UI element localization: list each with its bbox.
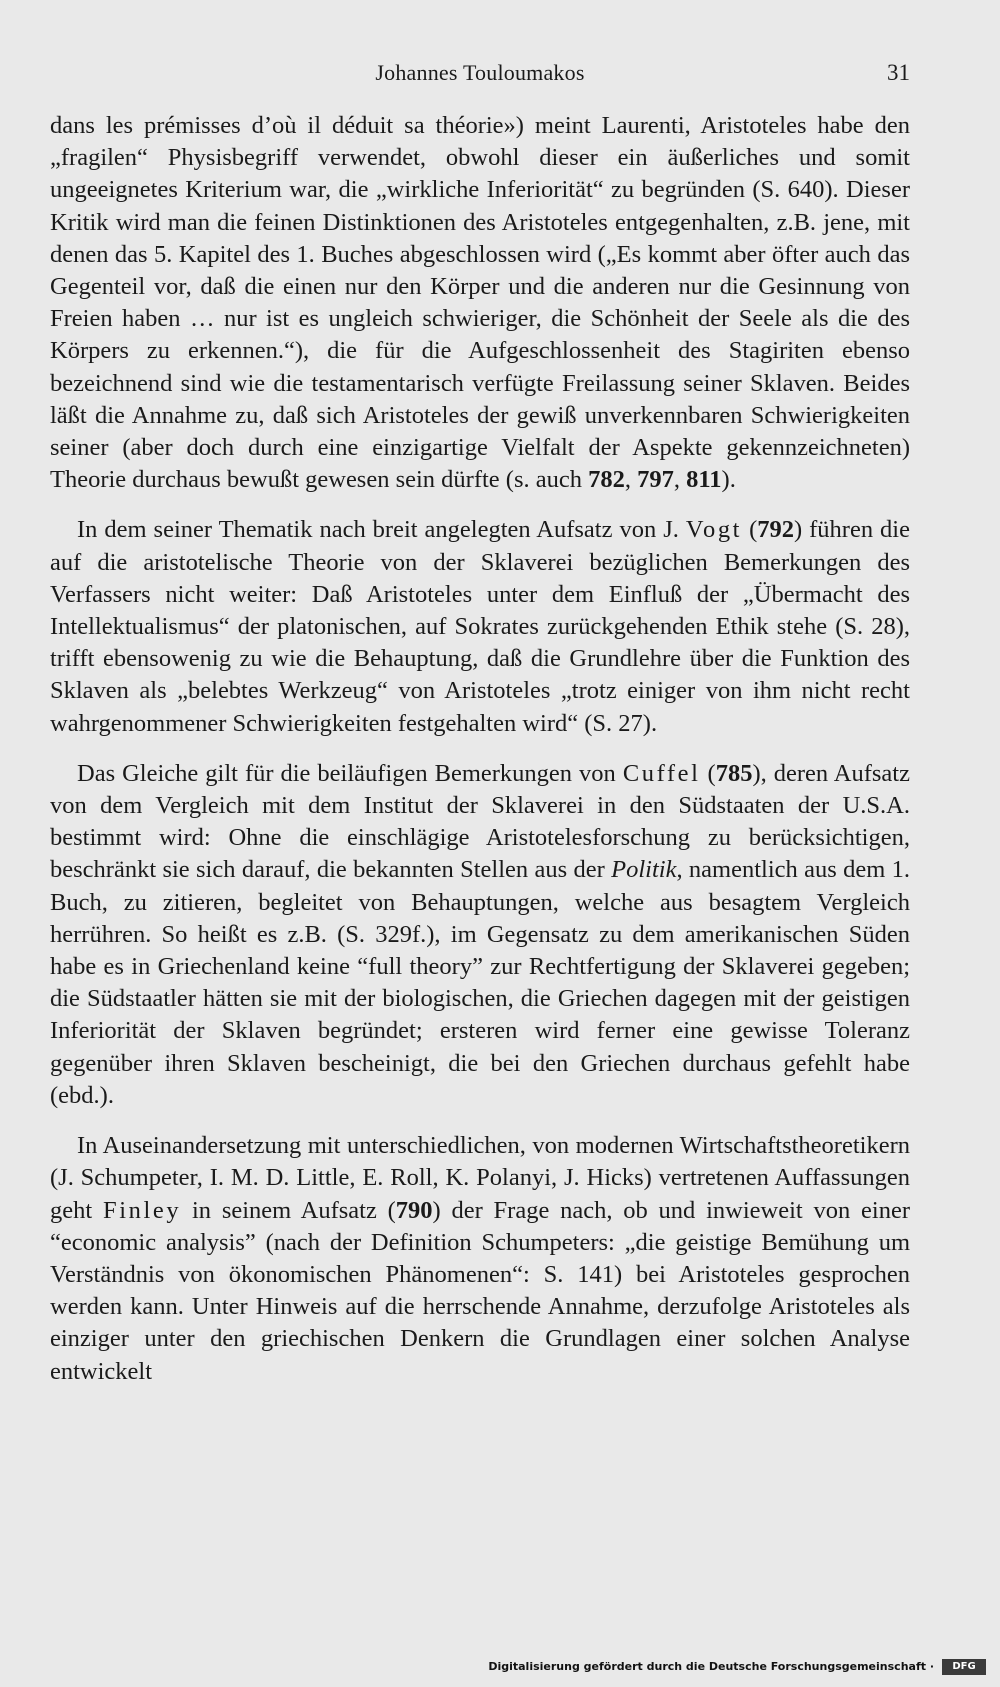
paragraph-text: , xyxy=(624,466,638,494)
paragraph xyxy=(50,758,910,1112)
paragraph-text: ( xyxy=(742,516,758,544)
digitization-credit: Digitalisierung gefördert durch die Deutsche Forschungsgemeinschaft · xyxy=(488,1660,934,1673)
paragraph-text: , namentlich aus dem 1. Buch, zu zitieren, begleitet von Behauptungen, welche aus besagtem Vergleich herrühren. So heißt es z.B. (S. 329f.), im Gegensatz zu dem amerikanischen Süden habe es in Griechenland keine “full theory” zur Rechtfertigung der Sklaverei gegeben; die Südstaatler hätten sie mit der biologischen, die Griechen dagegen mit der geistigen Inferiorität der Sklaven begründet; ersteren wird ferner eine gewisse Toleranz gegenüber ihren Sklaven bescheinigt, die bei den Griechen durchaus gefehlt habe (ebd.). xyxy=(50,856,910,1109)
paragraph-text: In dem seiner Thematik nach breit angelegten Aufsatz von J. xyxy=(77,516,686,544)
bibliography-ref: 785 xyxy=(715,759,753,787)
paragraph-text: ). xyxy=(721,466,736,494)
author-name: Cuffel xyxy=(622,759,701,787)
paragraph-text: ( xyxy=(700,759,716,787)
paragraph-text: dans les prémisses d’où il déduit sa théorie») meint Laurenti, Aristoteles habe den „fragilen“ Physisbegriff verwendet, obwohl dieser ein äußerliches und somit ungeeignetes Kriterium war, die „wirkliche Inferiorität“ zu begründen (S. 640). Dieser Kritik wird man die feinen Distinktionen des Aristoteles entgegenhalten, z.B. jene, mit denen das 5. Kapitel des 1. Buches abgeschlossen wird („Es kommt aber öfter auch das Gegenteil vor, daß die einen nur den Körper und die anderen nur die Gesinnung von Freien haben … nur ist es ungleich schwieriger, die Schönheit der Seele als die des Körpers zu erkennen.“), die für die Aufgeschlossenheit des Stagiriten ebenso bezeichnend sind wie die testamentarisch verfügte Freilassung seiner Sklaven. Beides läßt die Annahme zu, daß sich Aristoteles der gewiß unverkennbaren Schwierigkeiten seiner (aber doch durch eine einzigartige Vielfalt der Aspekte gekennzeichneten) Theorie durchaus bewußt gewesen sein dürfte (s. auch xyxy=(50,112,910,494)
bibliography-ref: 797 xyxy=(637,466,674,494)
bibliography-ref: 790 xyxy=(395,1196,433,1224)
paragraph-text: , xyxy=(673,466,687,494)
paragraph-text: ), deren Aufsatz von dem Vergleich mit dem Institut der Sklaverei in den Südstaaten der U.S.A. bestimmt wird: Ohne die einschlägige Aristotelesforschung zu berücksichtigen, beschränkt sie sich darauf, die bekannten Stellen aus der xyxy=(50,759,910,884)
author-name: Finley xyxy=(102,1196,182,1224)
running-head xyxy=(50,60,910,90)
italic-title: Politik xyxy=(611,856,677,884)
bibliography-ref: 792 xyxy=(757,516,794,544)
paragraph-text: Das Gleiche gilt für die beiläufigen Bemerkungen von xyxy=(77,759,623,787)
body-text xyxy=(50,110,910,1388)
running-title: Johannes Touloumakos xyxy=(375,60,585,85)
dfg-logo-icon: DFG xyxy=(942,1659,986,1675)
author-name: Vogt xyxy=(685,516,743,544)
paragraph-text: in seinem Aufsatz ( xyxy=(181,1196,396,1224)
paragraph xyxy=(50,1130,910,1388)
paragraph-text: In Auseinandersetzung mit unterschiedlichen, von modernen Wirtschaftstheoretikern (J. Schumpeter, I. M. D. Little, E. Roll, K. Polanyi, J. Hicks) vertretenen Auffassungen geht xyxy=(50,1132,910,1224)
bibliography-ref: 782 xyxy=(588,466,625,494)
bibliography-ref: 811 xyxy=(686,466,722,494)
paragraph-text: ) der Frage nach, ob und inwieweit von einer “economic analysis” (nach der Definition Schumpeters: „die geistige Bemühung um Verständnis von ökonomischen Phänomenen“: S. 141) bei Aristoteles gesprochen werden kann. Unter Hinweis auf die herrschende Annahme, derzufolge Aristoteles als einziger unter den griechischen Denkern die Grundlagen einer solchen Analyse entwickelt xyxy=(50,1196,910,1385)
paragraph xyxy=(50,110,910,496)
page-number: 31 xyxy=(887,60,910,85)
paragraph-text: ) führen die auf die aristotelische Theorie von der Sklaverei bezüglichen Bemerkungen des Verfassers nicht weiter: Daß Aristoteles unter dem Einfluß der „Übermacht des Intellektualismus“ der platonischen, auf Sokrates zurückgehenden Ethik stehe (S. 28), trifft ebensowenig zu wie die Behauptung, daß die Grundlehre über die Funktion des Sklaven als „belebtes Werkzeug“ von Aristoteles „trotz einiger von ihm nicht recht wahrgenommener Schwierigkeiten festgehalten wird“ (S. 27). xyxy=(50,516,910,737)
paragraph xyxy=(50,514,910,739)
